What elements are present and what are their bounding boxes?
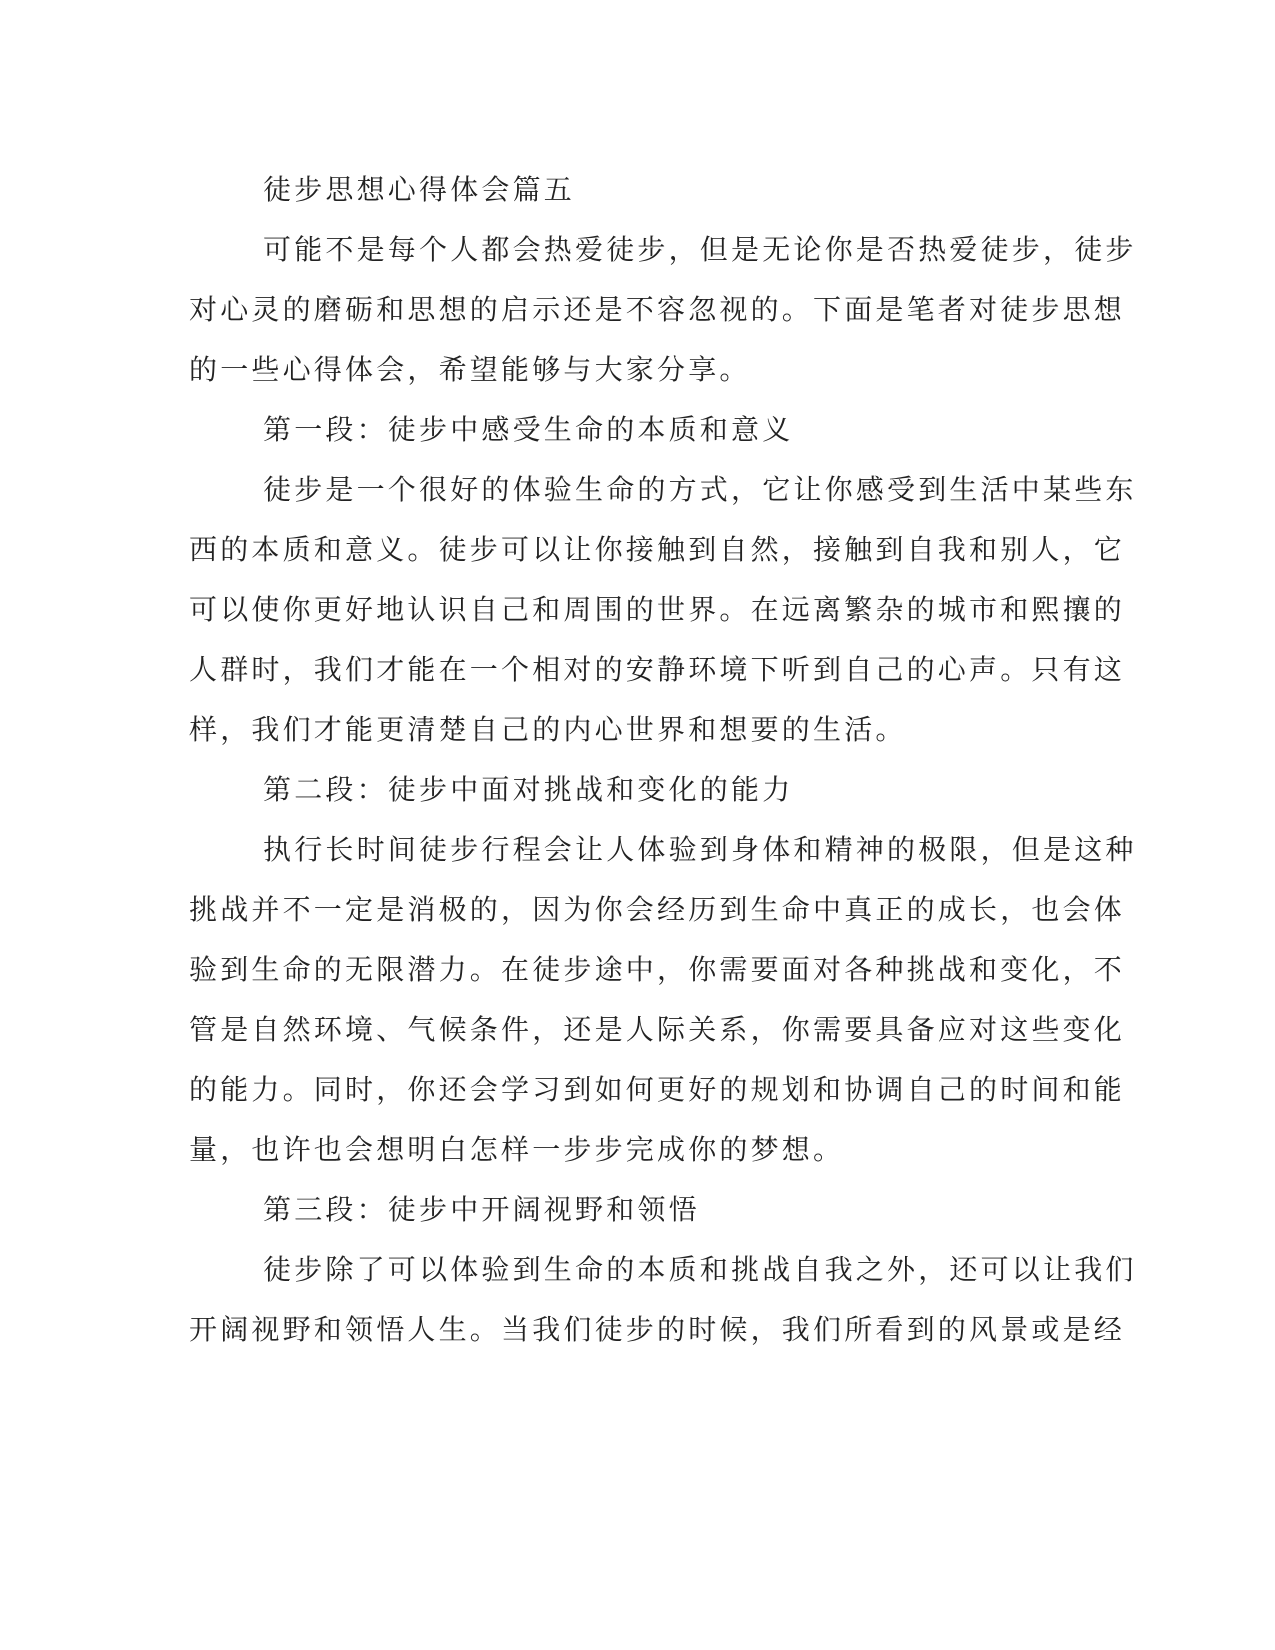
- paragraph-line: 验到生命的无限潜力。在徒步途中，你需要面对各种挑战和变化，不: [189, 953, 1126, 986]
- document-title: 徒步思想心得体会篇五: [263, 173, 576, 206]
- section-heading: 第二段：徒步中面对挑战和变化的能力: [263, 773, 794, 806]
- paragraph-line: 执行长时间徒步行程会让人体验到身体和精神的极限，但是这种: [263, 833, 1137, 866]
- paragraph-line: 开阔视野和领悟人生。当我们徒步的时候，我们所看到的风景或是经: [189, 1313, 1126, 1346]
- paragraph-line: 挑战并不一定是消极的，因为你会经历到生命中真正的成长，也会体: [189, 893, 1126, 926]
- document-body: [189, 160, 1137, 1360]
- paragraph-line: 可以使你更好地认识自己和周围的世界。在远离繁杂的城市和熙攘的: [189, 593, 1126, 626]
- paragraph-line: 西的本质和意义。徒步可以让你接触到自然，接触到自我和别人，它: [189, 533, 1126, 566]
- paragraph-line: 人群时，我们才能在一个相对的安静环境下听到自己的心声。只有这: [189, 653, 1126, 686]
- paragraph-line: 的能力。同时，你还会学习到如何更好的规划和协调自己的时间和能: [189, 1073, 1126, 1106]
- paragraph-line: 量，也许也会想明白怎样一步步完成你的梦想。: [189, 1133, 845, 1166]
- paragraph-line: 可能不是每个人都会热爱徒步，但是无论你是否热爱徒步，徒步: [263, 233, 1137, 266]
- paragraph-line: 徒步是一个很好的体验生命的方式，它让你感受到生活中某些东: [263, 473, 1137, 506]
- paragraph-line: 样，我们才能更清楚自己的内心世界和想要的生活。: [189, 713, 907, 746]
- section-heading: 第一段：徒步中感受生命的本质和意义: [263, 413, 794, 446]
- paragraph-line: 徒步除了可以体验到生命的本质和挑战自我之外，还可以让我们: [263, 1253, 1137, 1286]
- section-heading: 第三段：徒步中开阔视野和领悟: [263, 1193, 700, 1226]
- paragraph-line: 的一些心得体会，希望能够与大家分享。: [189, 353, 751, 386]
- paragraph-line: 管是自然环境、气候条件，还是人际关系，你需要具备应对这些变化: [189, 1013, 1126, 1046]
- paragraph-line: 对心灵的磨砺和思想的启示还是不容忽视的。下面是笔者对徒步思想: [189, 293, 1126, 326]
